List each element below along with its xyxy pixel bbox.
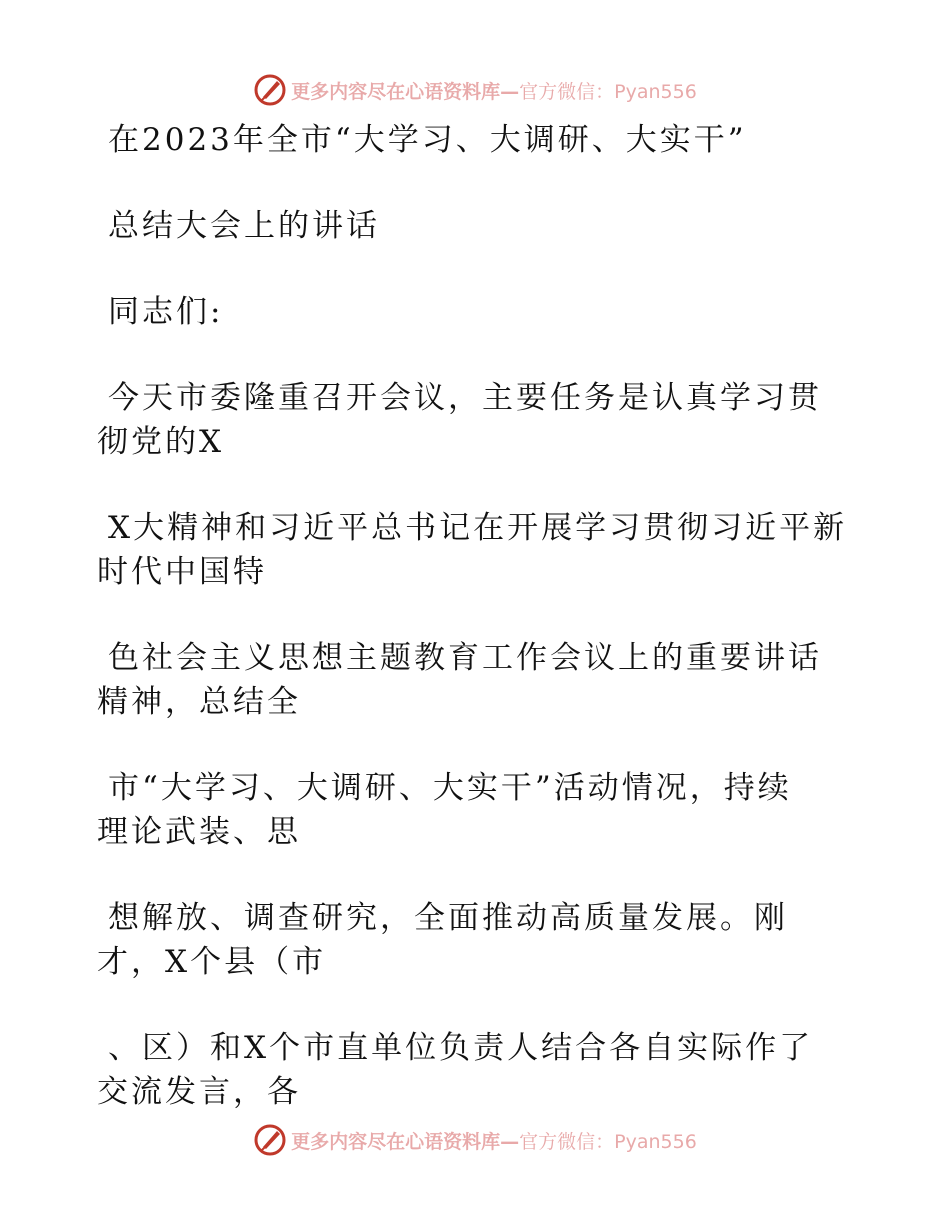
document-body [97, 118, 857, 1114]
quill-seal-icon [253, 73, 287, 107]
watermark-site-text: 更多内容尽在心语资料库 [291, 80, 501, 103]
paragraph-line: 交流发言，各 [97, 1074, 301, 1110]
title-line-1: 在2023年全市“大学习、大调研、大实干” [108, 122, 747, 158]
quill-seal-icon [253, 1123, 287, 1157]
watermark-text [291, 1127, 697, 1154]
paragraph-line: 、区）和X个市直单位负责人结合各自实际作了 [108, 1030, 814, 1066]
paragraph-line: 理论武装、思 [97, 814, 301, 850]
title-line-2: 总结大会上的讲话 [108, 208, 380, 244]
paragraph-line: 精神，总结全 [97, 684, 301, 720]
salutation: 同志们: [108, 294, 224, 330]
paragraph-line: 市“大学习、大调研、大实干”活动情况，持续 [108, 770, 792, 806]
watermark-separator: — [500, 80, 520, 103]
paragraph-line: 才，X个县（市 [97, 944, 327, 980]
paragraph-line: 彻党的X [97, 424, 225, 460]
paragraph-line: 时代中国特 [97, 554, 267, 590]
paragraph-line: 色社会主义思想主题教育工作会议上的重要讲话 [108, 640, 822, 676]
header-watermark [0, 70, 950, 110]
watermark-site-text: 更多内容尽在心语资料库 [291, 1130, 501, 1153]
paragraph-line: 今天市委隆重召开会议，主要任务是认真学习贯 [108, 380, 822, 416]
watermark-wechat-text: 官方微信：Pyan556 [519, 80, 697, 103]
paragraph-line: 想解放、调查研究，全面推动高质量发展。刚 [108, 900, 788, 936]
watermark-separator: — [500, 1130, 520, 1153]
footer-watermark [0, 1120, 950, 1160]
paragraph-line: X大精神和习近平总书记在开展学习贯彻习近平新 [108, 510, 848, 546]
watermark-wechat-text: 官方微信：Pyan556 [519, 1130, 697, 1153]
watermark-text [291, 77, 697, 104]
